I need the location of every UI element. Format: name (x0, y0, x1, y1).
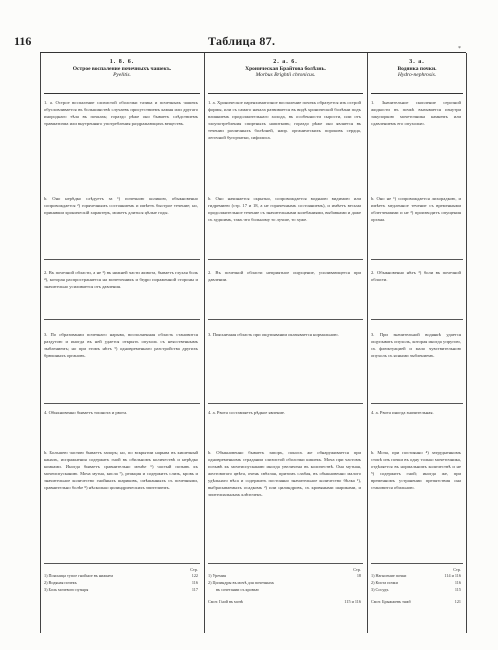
column-number: 1. 8. 6. (109, 59, 135, 65)
footnote-3: 3) Сосудъ 115 (371, 587, 461, 592)
page-title: Таблица 87. (208, 34, 276, 48)
column-name: Водянка почки. (397, 65, 437, 72)
footnote-3: 3) Боль мочевого пузыря 117 (44, 587, 198, 592)
footnote-extra: Смот. Брыжжевъ тяжб 121 (371, 599, 461, 604)
footnote-1: 1) Нагноение почки 114 и 116 (371, 573, 461, 578)
column-name: Острое воспаление почечныхъ чашекъ. (72, 65, 172, 72)
footnote-label: Стр. (453, 567, 461, 572)
column-latin: Hydro-nephrosis. (397, 72, 437, 79)
cell-6: b. Моча, при постоянно ⁴) затрудненномъ стокѣ изъ почки въ одну только мочеточника, отдѣляется въ нормальномъ количествѣ и не ⁵) содержитъ гной; иногда же, при временномъ устранении препятствия она становится обильною. (371, 450, 461, 490)
footnote-label: Стр. (353, 567, 361, 572)
column-number: 2. a. 6. (273, 59, 298, 65)
cell-1: 1. Значительное скопление серозной жидкости въ почкѣ вызывается изнутри закупоркою мочеточника камнемъ или сдавлениемъ его опухолью. (371, 100, 461, 126)
footnote-3: въ сочетании съ кровью (216, 587, 259, 592)
page-number: 116 (14, 34, 32, 48)
footnote-2: 2) Водяная почекъ 116 (44, 580, 198, 585)
column-latin: Pyelitis. (113, 72, 131, 79)
cell-5: 4. a. Рвота составляетъ рѣдкое явление. (208, 410, 286, 415)
footnote-2: 2) Киста почки 116 (371, 580, 461, 585)
footnote-1: 1) Уремия 18 (208, 573, 361, 578)
column-pyelitis (44, 53, 200, 633)
cell-4: 3. При значительной водянкѣ удается ощупывать опухоль, которая иногда упругою, съ флюктуацией и мало чувствительною опухоль съ ясными зыблениемъ. (371, 332, 461, 358)
footnote-extra: Смот. Гной въ мочѣ 115 и 116 (208, 599, 361, 604)
footnote-2: 2) Цилиндры въ мочѣ для почечныхъ (208, 580, 275, 585)
cell-2: b. Оно начинается скрытно, сопровождается водяною видимою или гидремиею (стр. 17 и 18, а не горячечнымъ состояниемъ), и имѣетъ весьма продолжительное течение съ значительными колебаниями, выбавками и даже съ худшимъ, такъ что больному то лучше, то хуже. (208, 196, 361, 222)
cell-6: b. Обыкновенно бываетъ запоръ, поносъ же обнаруживается при одновременномъ страдании слизистой оболочки кишекъ. Моча при частомъ позывѣ къ мочеиспусканию иногда увеличена въ количествѣ. Она мутная, желтоватаго цвѣта, очень свѣтлая, притомъ слабая, въ обыкновенно малого удѣльнаго вѣса и содержитъ постоянно значительное количество бѣлка ¹), выбрасываемыхъ осадкомъ ²) или цилиндровъ, съ кровяными шариками, и эпителиальныхъ клѣточекъ. (208, 450, 361, 497)
footnote-1: 1) Поясница тупое гнойное въ нижнем 122 (44, 573, 198, 578)
cell-4: 3. Поясничная область при ощупывании оказывается нормальною. (208, 332, 339, 337)
cell-5: 4. Обыкновенно бываетъ тошнота и рвота. (44, 410, 128, 415)
cell-1: 1. a. Острое воспаление слизистой оболочки тазика и почечныхъ чашекъ обусловливается въ большинствѣ случаевъ присутствиемъ камня или другаго инороднаго тѣла въ почкахъ; гораздо рѣже оно бываетъ слѣдствиемъ травматизма или внутренняго употребления раздражающихъ веществъ. (44, 100, 198, 126)
column-latin: Morbus Brightii chronicus. (255, 72, 316, 79)
column-hydronephrosis (371, 53, 463, 633)
cell-3: 2. Обыкновенно нѣтъ ³) боли въ почечной области. (371, 270, 461, 282)
footnote-label: Стр. (190, 567, 198, 572)
cell-1: 1. a. Хроническое паренхиматозное воспаление почекъ образуется изъ острой формы, или съ самаго начала развивается въ видѣ хронической болѣзни подъ влияниемъ продолжительнаго холода, въ особенности сырости, или отъ злоупотребления спиртныхъ напитковъ; гораздо рѣже оно является въ течении различныхъ болѣзней, напр. органическихъ пороковъ сердца, легочной бугорчатки, сифилиса. (208, 100, 361, 140)
cell-4: 3. По образовании почечнаго нарыва, восполненная область становится раздутою и иногда въ ней удается открыть опухоль съ неясственнымъ зыблениемъ; но при этомъ нѣтъ ⁵) одновременнаго разстройства другихъ брюшныхъ органовъ. (44, 332, 198, 358)
corner-mark: * (458, 46, 461, 52)
cell-3: 2. Въ почечной области неприятное ощущение, усиливающееся при давлении. (208, 270, 361, 282)
medical-table (40, 52, 466, 633)
cell-3: 2. Въ почечной области, а не ³) въ нижней части живота, бываетъ глухая боль ⁴), которая распространяется на мочеточникъ и бедро пораженной стороны и значительно усиливается отъ давления. (44, 270, 198, 289)
column-name: Хроническая Брайтова болѣзнь. (245, 65, 326, 72)
cell-5: 4. a. Рвота иногда значительная. (371, 410, 434, 415)
cell-2: b. Оно нерѣдко слѣдуетъ за ¹) почечною коликою, обыкновенно сопровождается ²) горячечнымъ состояниемъ и имѣетъ быстрое течение; но, принявши хроническій характеръ, можетъ длиться цѣлые годы. (44, 196, 198, 215)
cell-6: b. Большею частию бываетъ запоръ; но, по вскрытии нарыва въ кишечный каналъ, испражнения содержатъ гной въ обильномъ количествѣ и нерѣдко комками. Иногда бываетъ сравнительно менѣе ⁶) частый позывъ къ мочеиспусканию. Моча мутна, кисла ⁷), реакция и содержитъ слизь, кровь и значительное количество гнойныхъ шариковъ, смѣшанныхъ съ почечными, сравнительно болѣе ⁸) нѣсколько цилиндрическихъ эпителиемъ. (44, 450, 198, 490)
column-number: 3. a. (409, 59, 425, 65)
cell-2: b. Оно не ¹) сопровождается лихорадкою, и имѣетъ медленное течение съ временными облегчениями и не ²) производитъ опущения органа. (371, 196, 461, 222)
column-bright-disease (208, 53, 363, 633)
